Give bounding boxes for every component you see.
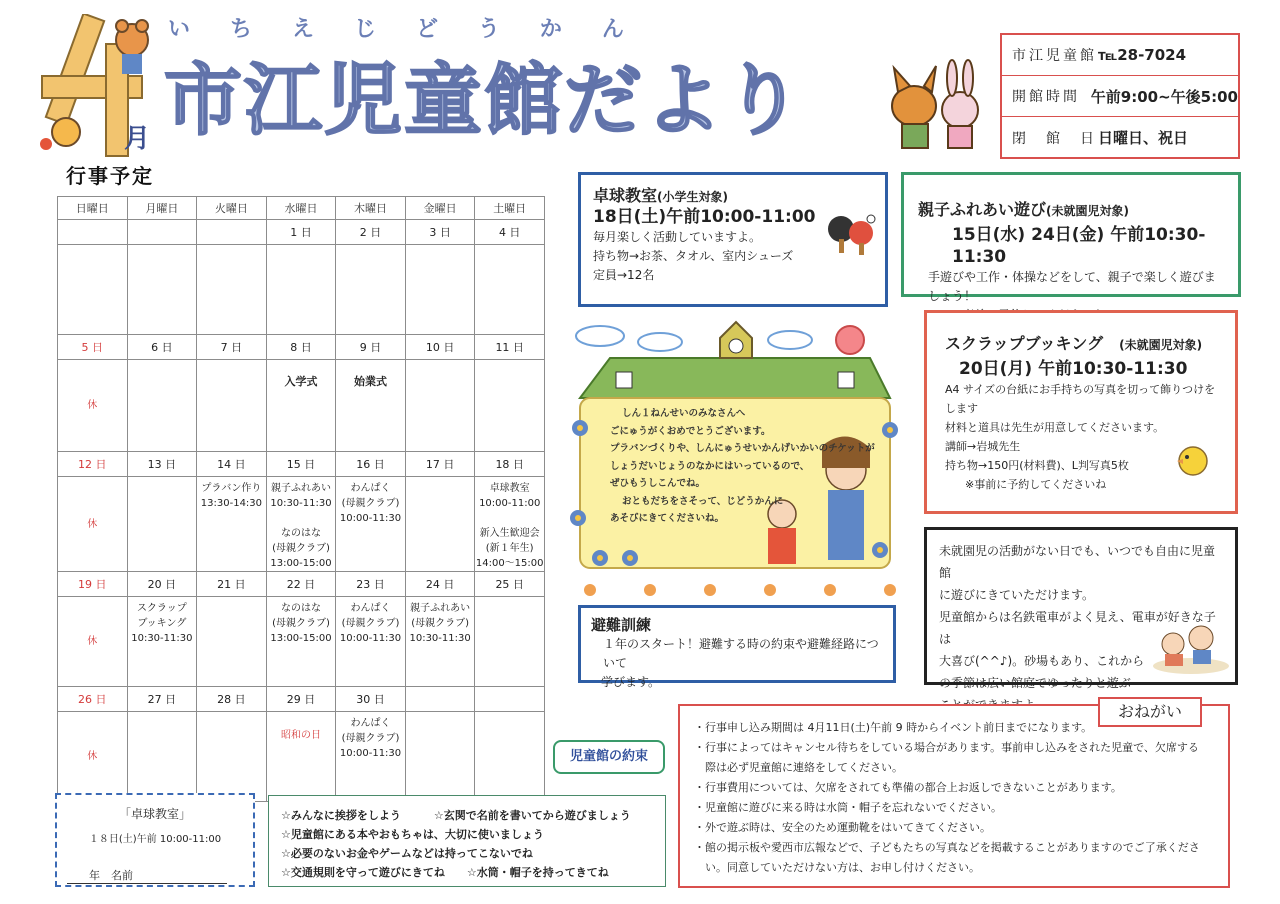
calendar-date-cell: 19 日: [58, 572, 128, 597]
calendar-event-cell: [405, 712, 475, 802]
calendar-date-cell: [58, 220, 128, 245]
calendar-event-cell: [475, 245, 545, 335]
calendar-event-cell: [475, 477, 545, 572]
pingpong-line: 持ち物→お茶、タオル、室内シューズ: [593, 249, 794, 263]
event-text: 親子ふれあい (母親クラブ) 10:30-11:30: [409, 603, 471, 644]
calendar-event-cell: [197, 712, 267, 802]
message-line: ぜひもうしこんでね。: [610, 478, 706, 489]
pingpong-datetime: 18日(土)午前10:00-11:00: [593, 207, 816, 227]
closed-day-mark: 休: [87, 518, 98, 530]
calendar-date-cell: 24 日: [405, 572, 475, 597]
event-text: わんぱく (母親クラブ) 10:00-11:30: [339, 718, 402, 759]
calendar-date-cell: 13 日: [127, 452, 197, 477]
calendar-event-cell: [266, 597, 336, 687]
message-line: しん１ねんせいのみなさんへ: [622, 408, 746, 419]
calendar-date-cell: 15 日: [266, 452, 336, 477]
calendar-date-cell: 26 日: [58, 687, 128, 712]
request-item: い。同意していただけない方は、お申し付けください。: [694, 861, 980, 874]
request-item: ・児童館に遊びに来る時は水筒・帽子を忘れないでください。: [694, 801, 1002, 814]
holiday-label: 昭和の日: [280, 730, 321, 741]
scrap-title-text: スクラップブッキング: [945, 334, 1104, 353]
weekday-header: 金曜日: [405, 197, 475, 220]
calendar-date-cell: 11 日: [475, 335, 545, 360]
calendar-date-cell: [405, 687, 475, 712]
calendar-event-cell: [127, 245, 197, 335]
calendar-date-cell: 2 日: [336, 220, 406, 245]
calendar-date-cell: 23 日: [336, 572, 406, 597]
calendar-date-cell: 27 日: [127, 687, 197, 712]
pingpong-title-text: 卓球教室: [593, 186, 658, 205]
pingpong-ticket: [55, 793, 255, 887]
info-value: 午前9:00~午後5:00: [1090, 87, 1238, 106]
info-value: ℡28-7024: [1098, 46, 1187, 64]
fox-rabbit-mascot-icon: [880, 54, 990, 154]
request-item: ・外で遊ぶ時は、安全のため運動靴をはいてきてください。: [694, 821, 991, 834]
pingpong-title: [593, 183, 873, 206]
rules-tag: 児童館の約束: [553, 740, 665, 774]
calendar-event-cell: [405, 245, 475, 335]
scrap-line: ※事前に予約してくださいね: [965, 478, 1107, 491]
weekday-header: 月曜日: [127, 197, 197, 220]
calendar-event-cell: [58, 245, 128, 335]
pingpong-target: (小学生対象): [657, 190, 728, 204]
calendar-event-cell: [336, 360, 406, 452]
calendar-date-cell: 30 日: [336, 687, 406, 712]
calendar-date-cell: 29 日: [266, 687, 336, 712]
calendar-event-cell: [197, 360, 267, 452]
ruby-char: か: [539, 17, 566, 42]
calendar-event-cell: [58, 360, 128, 452]
scrap-line: 講師→岩城先生: [945, 440, 1021, 453]
new-student-message: [610, 405, 880, 528]
scrap-line: 持ち物→150円(材料費)、L判写真5枚: [945, 459, 1129, 472]
calendar-event-cell: [127, 712, 197, 802]
calendar-date-cell: 16 日: [336, 452, 406, 477]
scrapbooking-box: [924, 310, 1238, 514]
event-text: 親子ふれあい 10:30-11:30 なのはな (母親クラブ) 13:00-15:00: [270, 483, 332, 569]
closed-day-mark: 休: [87, 636, 98, 647]
request-item: ・行事申し込み期間は 4月11日(土)午前 9 時からイベント前日までになります。: [694, 721, 1093, 734]
ruby-char: ち: [229, 17, 256, 42]
calendar-event-cell: [266, 360, 336, 452]
event-text: プラバン作り 13:30-14:30: [200, 483, 263, 509]
ruby-char: え: [291, 17, 318, 42]
calendar-event-cell: [127, 477, 197, 572]
info-label: 市江児童館: [1012, 48, 1097, 64]
calendar-date-cell: 4 日: [475, 220, 545, 245]
parent-play-title: [918, 197, 1224, 220]
calendar-date-cell: 6 日: [127, 335, 197, 360]
parent-play-datetime: 15日(水) 24日(金) 午前10:30-11:30: [952, 225, 1206, 267]
scrap-line: 材料と道具は先生が用意してくださいます。: [945, 421, 1165, 434]
free-visit-box: [924, 527, 1238, 690]
event-text: スクラップ ブッキング 10:30-11:30: [131, 603, 193, 644]
message-line: おともだちをさそって、じどうかんに: [622, 495, 784, 507]
parent-play-line: 手遊びや工作・体操などをして、親子で楽しく遊びましょう！: [928, 270, 1216, 303]
scrap-datetime: 20日(月) 午前10:30-11:30: [959, 359, 1188, 379]
calendar-date-cell: 14 日: [197, 452, 267, 477]
scrap-title: [945, 331, 1217, 354]
newsletter-title: 市江児童館だより: [164, 56, 805, 146]
weekday-header: 水曜日: [266, 197, 336, 220]
scrap-target: (未就園児対象): [1119, 338, 1203, 352]
calendar-date-cell: [127, 220, 197, 245]
message-line: プラバンづくりや、しんにゅうせいかんげいかいのチケットが: [610, 443, 875, 454]
event-label: 始業式: [354, 375, 388, 388]
calendar-event-cell: [266, 477, 336, 572]
pingpong-class-box: [578, 172, 888, 307]
event-text: 卓球教室 10:00-11:00 新入生歓迎会 (新１年生) 14:00～15:00: [475, 483, 544, 569]
weekday-header: 火曜日: [197, 197, 267, 220]
parent-play-target: (未就園児対象): [1046, 204, 1129, 218]
promise-line: ☆みんなに挨拶をしよう ☆玄関で名前を書いてから遊びましょう: [281, 809, 631, 822]
ruby-char: ん: [601, 17, 628, 42]
scrap-line: します: [945, 402, 978, 415]
calendar-event-row: [58, 245, 545, 335]
hall-info-box: [1000, 33, 1240, 159]
pingpong-paddle-icon: [825, 213, 877, 257]
event-calendar: [57, 196, 545, 802]
calendar-event-cell: [197, 597, 267, 687]
message-line: あそびにきてくださいね。: [610, 513, 725, 524]
free-line: 児童館からは名鉄電車がよく見え、電車が好きな子は: [939, 610, 1216, 646]
request-notes-box: [678, 704, 1230, 888]
ticket-datetime: １８日(土)午前 10:00-11:00: [88, 834, 222, 845]
calendar-event-cell: [336, 477, 406, 572]
event-label: 入学式: [284, 375, 318, 388]
calendar-date-row: [58, 220, 545, 245]
calendar-date-cell: 12 日: [58, 452, 128, 477]
calendar-date-cell: 28 日: [197, 687, 267, 712]
scrap-line: A4 サイズの台紙にお手持ちの写真を切って飾りつけを: [945, 383, 1216, 396]
message-line: しょうだいじょうのなかにはいっているので、: [610, 460, 810, 472]
calendar-event-cell: [58, 712, 128, 802]
promise-line: ☆必要のないお金やゲームなどは持ってこないでね: [281, 847, 533, 860]
closed-day-mark: 休: [87, 400, 98, 411]
pingpong-line: 定員→12名: [593, 268, 655, 282]
calendar-date-row: [58, 572, 545, 597]
closed-day-mark: 休: [87, 751, 98, 762]
weekday-header: 木曜日: [336, 197, 406, 220]
calendar-event-row: [58, 477, 545, 572]
ticket-name-label: 年 名前: [67, 867, 227, 884]
free-line: 大喜び(^^♪)。砂場もあり、これから: [939, 654, 1145, 668]
calendar-event-cell: [266, 712, 336, 802]
calendar-header-row: [58, 197, 545, 220]
info-label: 開館時間: [1012, 89, 1080, 105]
month-label: 月: [124, 124, 151, 154]
calendar-date-cell: 17 日: [405, 452, 475, 477]
schedule-title: 行事予定: [66, 164, 154, 188]
drill-title: 避難訓練: [591, 616, 652, 634]
calendar-event-cell: [197, 245, 267, 335]
calendar-event-cell: [475, 360, 545, 452]
parent-play-title-text: 親子ふれあい遊び: [918, 200, 1047, 219]
ruby-char: い: [168, 17, 195, 42]
info-row-name: [1002, 35, 1238, 76]
evacuation-drill-box: [578, 605, 896, 689]
calendar-event-cell: [197, 477, 267, 572]
info-label: 閉 館 日: [1012, 130, 1097, 147]
event-text: なのはな (母親クラブ) 13:00-15:00: [270, 603, 332, 644]
calendar-date-cell: 1 日: [266, 220, 336, 245]
request-item: 際は必ず児童館に連絡をしてください。: [694, 761, 903, 774]
event-text: わんぱく (母親クラブ) 10:00-11:30: [339, 483, 402, 524]
calendar-date-cell: [475, 687, 545, 712]
calendar-date-cell: 21 日: [197, 572, 267, 597]
calendar-date-cell: [197, 220, 267, 245]
calendar-event-row: [58, 597, 545, 687]
calendar-event-cell: [475, 712, 545, 802]
calendar-event-row: [58, 360, 545, 452]
calendar-event-cell: [475, 597, 545, 687]
free-line: に遊びにきていただけます。: [939, 588, 1095, 602]
children-sandbox-icon: [1151, 618, 1229, 674]
calendar-date-cell: 18 日: [475, 452, 545, 477]
free-line: 未就園児の活動がない日でも、いつでも自由に児童館: [939, 544, 1216, 580]
calendar-date-cell: 22 日: [266, 572, 336, 597]
calendar-date-cell: 25 日: [475, 572, 545, 597]
calendar-event-cell: [336, 597, 406, 687]
pingpong-line: 毎月楽しく活動していますよ。: [593, 230, 762, 244]
promise-line: ☆児童館にある本やおもちゃは、大切に使いましょう: [281, 828, 544, 841]
calendar-date-cell: 10 日: [405, 335, 475, 360]
calendar-event-cell: [266, 245, 336, 335]
calendar-event-cell: [405, 597, 475, 687]
weekday-header: 日曜日: [58, 197, 128, 220]
drill-line: １年のスタート！避難する時の約束や避難経路について: [603, 637, 879, 670]
chick-icon: [1175, 441, 1211, 477]
request-item: ・館の掲示板や愛西市広報などで、子どもたちの写真などを掲載することがありますのでご了承くださ: [694, 841, 1200, 854]
free-line: の季節は広い館庭でゆったりと遊ぶ: [939, 676, 1131, 690]
calendar-event-cell: [127, 360, 197, 452]
calendar-event-cell: [336, 712, 406, 802]
calendar-date-cell: 5 日: [58, 335, 128, 360]
drill-line: 学びます。: [601, 675, 661, 689]
calendar-event-cell: [405, 360, 475, 452]
info-row-hours: [1002, 76, 1238, 117]
ticket-title: 「卓球教室」: [118, 807, 191, 821]
calendar-event-row: [58, 712, 545, 802]
calendar-date-row: [58, 335, 545, 360]
info-value: 日曜日、祝日: [1098, 129, 1189, 147]
hall-rules-box: [268, 795, 666, 887]
request-item: ・行事によってはキャンセル待ちをしている場合があります。事前申し込みをされた児童で、欠席する: [694, 741, 1199, 754]
request-item: ・行事費用については、欠席をされても準備の都合上お返しできないことがあります。: [694, 781, 1122, 794]
calendar-date-cell: 3 日: [405, 220, 475, 245]
calendar-event-cell: [336, 245, 406, 335]
message-line: ごにゅうがくおめでとうございます。: [610, 425, 771, 437]
calendar-date-cell: 8 日: [266, 335, 336, 360]
request-tag: おねがい: [1098, 697, 1202, 727]
calendar-event-cell: [405, 477, 475, 572]
event-text: わんぱく (母親クラブ) 10:00-11:30: [339, 603, 402, 644]
calendar-event-cell: [58, 597, 128, 687]
calendar-date-row: [58, 687, 545, 712]
info-row-closed: [1002, 117, 1238, 158]
calendar-event-cell: [58, 477, 128, 572]
promise-line: ☆交通規則を守って遊びにきてね ☆水筒・帽子を持ってきてね: [281, 866, 609, 879]
calendar-date-cell: 9 日: [336, 335, 406, 360]
ruby-char: う: [477, 17, 504, 42]
calendar-event-cell: [127, 597, 197, 687]
ruby-char: じ: [353, 17, 380, 42]
calendar-date-cell: 7 日: [197, 335, 267, 360]
calendar-date-row: [58, 452, 545, 477]
calendar-date-cell: 20 日: [127, 572, 197, 597]
weekday-header: 土曜日: [475, 197, 545, 220]
parent-child-play-box: [901, 172, 1241, 303]
ruby-char: ど: [415, 17, 442, 42]
